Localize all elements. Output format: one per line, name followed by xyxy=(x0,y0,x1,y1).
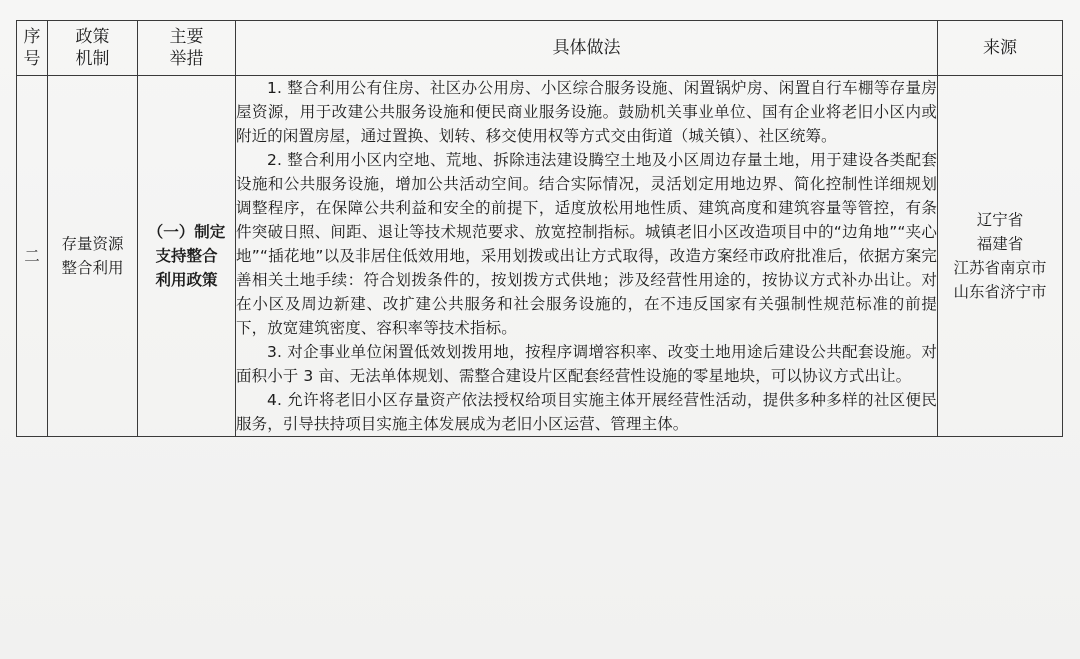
source-item: 江苏省南京市 xyxy=(953,259,1047,277)
cell-detail xyxy=(236,76,938,437)
cell-source xyxy=(938,76,1063,437)
detail-paragraph-1: 1. 整合利用公有住房、社区办公用房、小区综合服务设施、闲置锅炉房、闲置自行车棚等存量房屋资源，用于改建公共服务设施和便民商业服务设施。鼓励机关事业单位、国有企业将老旧小区内或附近的闲置房屋，通过置换、划转、移交使用权等方式交由街道（城关镇）、社区统筹。 xyxy=(236,79,937,145)
table-row xyxy=(17,76,1063,437)
source-item: 山东省济宁市 xyxy=(953,283,1047,301)
policy-table xyxy=(16,20,1063,437)
cell-index: 二 xyxy=(17,76,48,437)
detail-paragraph-2: 2. 整合利用小区内空地、荒地、拆除违法建设腾空土地及小区周边存量土地，用于建设各类配套设施和公共服务设施，增加公共活动空间。结合实际情况，灵活划定用地边界、简化控制性详细规划调整程序，在保障公共利益和安全的前提下，适度放松用地性质、建筑高度和建筑容量等管控，有条件突破日照、间距、退让等技术规范要求、放宽控制指标。城镇老旧小区改造项目中的“边角地”“夹心地”“插花地”以及非居住低效用地，采用划拨或出让方式取得，改造方案经市政府批准后，依据方案完善相关土地手续：符合划拨条件的，按划拨方式供地；涉及经营性用途的，按协议方式补办出让。对在小区及周边新建、改扩建公共服务和社会服务设施的，在不违反国家有关强制性规范标准的前提下，放宽建筑密度、容积率等技术指标。 xyxy=(236,151,937,337)
cell-mechanism: 存量资源 整合利用 xyxy=(48,76,138,437)
header-measure: 主要 举措 xyxy=(138,21,236,76)
source-item: 辽宁省 xyxy=(976,211,1024,229)
header-mechanism: 政策 机制 xyxy=(48,21,138,76)
table-header-row xyxy=(17,21,1063,76)
header-detail: 具体做法 xyxy=(236,21,938,76)
source-item: 福建省 xyxy=(976,235,1024,253)
header-index: 序 号 xyxy=(17,21,48,76)
detail-paragraph-4: 4. 允许将老旧小区存量资产依法授权给项目实施主体开展经营性活动，提供多种多样的社区便民服务，引导扶持项目实施主体发展成为老旧小区运营、管理主体。 xyxy=(236,391,937,433)
header-source: 来源 xyxy=(938,21,1063,76)
cell-measure: （一）制定 支持整合 利用政策 xyxy=(138,76,236,437)
detail-paragraph-3: 3. 对企事业单位闲置低效划拨用地，按程序调增容积率、改变土地用途后建设公共配套设施。对面积小于 3 亩、无法单体规划、需整合建设片区配套经营性设施的零星地块，可以协议方式出让。 xyxy=(236,343,937,385)
